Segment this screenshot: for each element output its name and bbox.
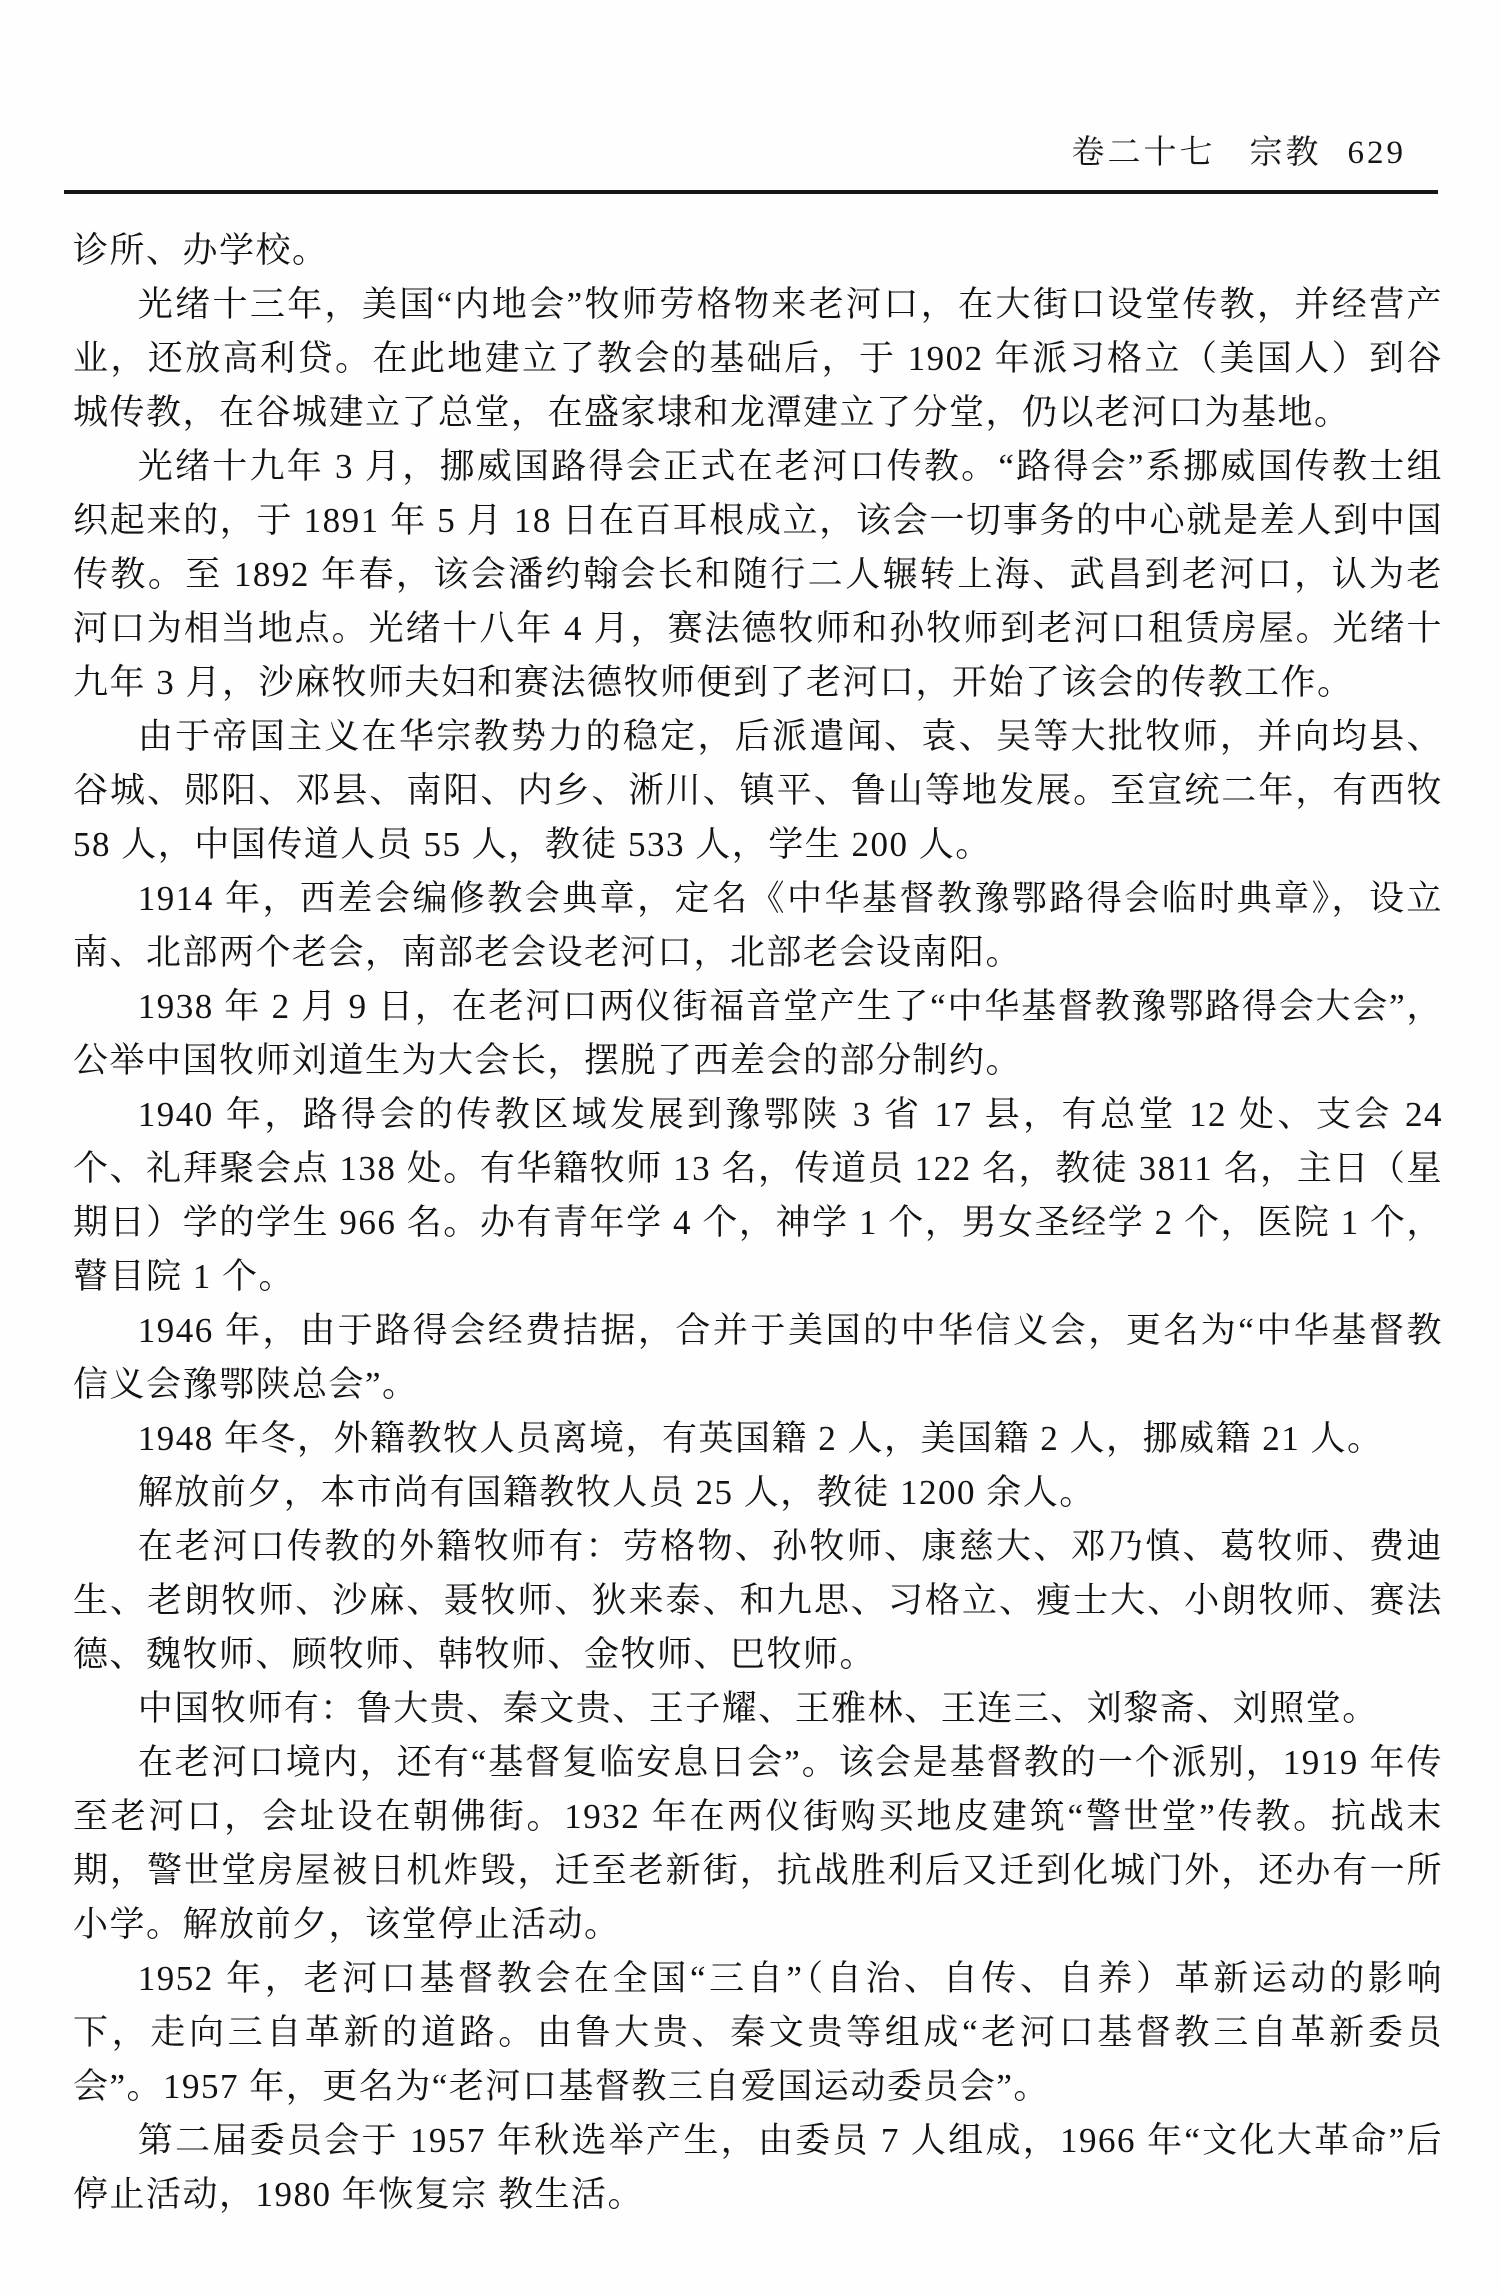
paragraph: 1948 年冬，外籍教牧人员离境，有英国籍 2 人，美国籍 2 人，挪威籍 21 人。 <box>137 1419 1384 1458</box>
paragraph: 在老河口传教的外籍牧师有：劳格物、孙牧师、康慈大、邓乃慎、葛牧师、费迪生、老朗牧师、沙麻、聂牧师、狄来泰、和九思、习格立、瘦士大、小朗牧师、赛法德、魏牧师、顾牧师、韩牧师、金牧师、巴牧师。 <box>73 1527 1443 1674</box>
document-body <box>73 224 1443 2222</box>
paragraph: 1952 年，老河口基督教会在全国“三自”（自治、自传、自养）革新运动的影响下，走向三自革新的道路。由鲁大贵、秦文贵等组成“老河口基督教三自革新委员会”。1957 年，更名为“老河口基督教三自爱国运动委员会”。 <box>73 1959 1443 2106</box>
paragraph: 1938 年 2 月 9 日，在老河口两仪街福音堂产生了“中华基督教豫鄂路得会大会”，公举中国牧师刘道生为大会长，摆脱了西差会的部分制约。 <box>73 987 1443 1080</box>
paragraph: 中国牧师有：鲁大贵、秦文贵、王子耀、王雅林、王连三、刘黎斋、刘照堂。 <box>137 1689 1379 1728</box>
header-page-number: 629 <box>1347 135 1406 171</box>
paragraph: 1940 年，路得会的传教区域发展到豫鄂陕 3 省 17 县，有总堂 12 处、支会 24 个、礼拜聚会点 138 处。有华籍牧师 13 名，传道员 122 名，教徒 3811 名，主日（星期日）学的学生 966 名。办有青年学 4 个，神学 1 个，男女圣经学 2 个，医院 1 个，瞽目院 1 个。 <box>73 1095 1443 1296</box>
paragraph: 1914 年，西差会编修教会典章，定名《中华基督教豫鄂路得会临时典章》，设立南、北部两个老会，南部老会设老河口，北部老会设南阳。 <box>73 879 1443 972</box>
paragraph: 诊所、办学校。 <box>73 231 329 270</box>
header-volume-label: 卷二十七 <box>1071 135 1216 171</box>
header-divider-rule <box>64 190 1438 194</box>
header-section-label: 宗教 <box>1249 135 1322 171</box>
paragraph: 第二届委员会于 1957 年秋选举产生，由委员 7 人组成，1966 年“文化大革命”后停止活动，1980 年恢复宗 教生活。 <box>73 2121 1443 2214</box>
paragraph: 解放前夕，本市尚有国籍教牧人员 25 人，教徒 1200 余人。 <box>137 1473 1096 1512</box>
paragraph: 光绪十三年，美国“内地会”牧师劳格物来老河口，在大街口设堂传教，并经营产业，还放高利贷。在此地建立了教会的基础后，于 1902 年派习格立（美国人）到谷城传教，在谷城建立了总堂，在盛家埭和龙潭建立了分堂，仍以老河口为基地。 <box>73 285 1443 432</box>
paragraph: 光绪十九年 3 月，挪威国路得会正式在老河口传教。“路得会”系挪威国传教士组织起来的，于 1891 年 5 月 18 日在百耳根成立，该会一切事务的中心就是差人到中国传教。至 1892 年春，该会潘约翰会长和随行二人辗转上海、武昌到老河口，认为老河口为相当地点。光绪十八年 4 月，赛法德牧师和孙牧师到老河口租赁房屋。光绪十九年 3 月，沙麻牧师夫妇和赛法德牧师便到了老河口，开始了该会的传教工作。 <box>73 447 1443 702</box>
paragraph: 由于帝国主义在华宗教势力的稳定，后派遣闻、袁、吴等大批牧师，并向均县、谷城、郧阳、邓县、南阳、内乡、淅川、镇平、鲁山等地发展。至宣统二年，有西牧 58 人，中国传道人员 55 人，教徒 533 人，学生 200 人。 <box>73 717 1443 864</box>
paragraph: 1946 年，由于路得会经费拮据，合并于美国的中华信义会，更名为“中华基督教信义会豫鄂陕总会”。 <box>73 1311 1443 1404</box>
page-header <box>66 126 1406 173</box>
paragraph: 在老河口境内，还有“基督复临安息日会”。该会是基督教的一个派别，1919 年传至老河口，会址设在朝佛街。1932 年在两仪街购买地皮建筑“警世堂”传教。抗战末期，警世堂房屋被日机炸毁，迁至老新街，抗战胜利后又迁到化城门外，还办有一所小学。解放前夕，该堂停止活动。 <box>73 1743 1443 1944</box>
